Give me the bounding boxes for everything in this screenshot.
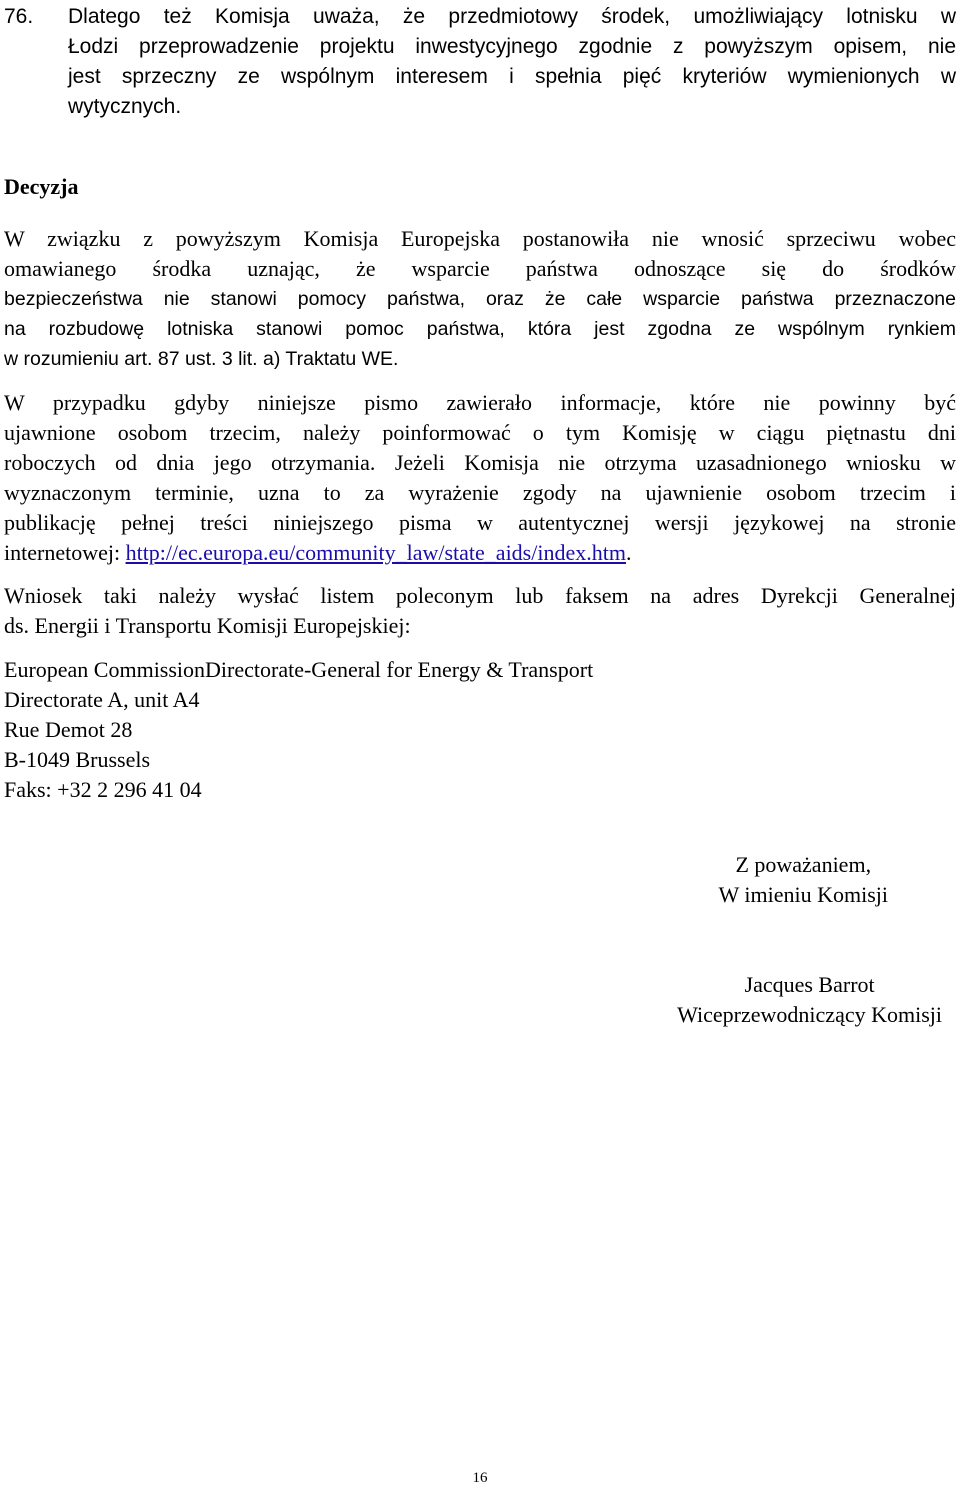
decision-p1-line-4: na rozbudowę lotniska stanowi pomoc państwa, która jest zgodna ze wspólnym rynkiem <box>4 318 956 340</box>
website-suffix: . <box>625 540 632 565</box>
closing-on-behalf: W imieniu Komisji <box>718 882 888 907</box>
decision-p1-line-1: W związku z powyższym Komisja Europejska postanowiła nie wnosić sprzeciwu wobec <box>4 226 956 251</box>
decision-p2-line-1: W przypadku gdyby niniejsze pismo zawierało informacje, które nie powinny być <box>4 390 956 415</box>
address-line-fax: Faks: +32 2 296 41 04 <box>4 777 202 802</box>
signatory-name: Jacques Barrot <box>744 972 875 997</box>
address-block <box>4 655 593 805</box>
decision-p2-line-4: wyznaczonym terminie, uzna to za wyrażenie zgody na ujawnienie osobom trzecim i <box>4 480 956 505</box>
address-line-city: B-1049 Brussels <box>4 747 151 772</box>
decision-p1-line-2: omawianego środka uznając, że wsparcie państwa odnoszące się do środków <box>4 256 956 281</box>
decision-p2-line-3: roboczych od dnia jego otrzymania. Jeżeli Komisja nie otrzyma uzasadnionego wniosku w <box>4 450 956 475</box>
page-number: 16 <box>472 1470 488 1486</box>
decision-p2-line-6 <box>4 538 956 568</box>
address-line-directorate: Directorate A, unit A4 <box>4 687 200 712</box>
decision-p1-line-5: w rozumieniu art. 87 ust. 3 lit. a) Traktatu WE. <box>4 348 399 370</box>
signatory-title: Wiceprzewodniczący Komisji <box>677 1002 942 1027</box>
paragraph-76 <box>4 2 956 122</box>
decision-p2-line-5: publikację pełnej treści niniejszego pisma w autentycznej wersji językowej na stronie <box>4 510 956 535</box>
decision-p3-line-2: ds. Energii i Transportu Komisji Europejskiej: <box>4 613 411 638</box>
decision-paragraph-3 <box>4 581 956 641</box>
paragraph-76-line-4: wytycznych. <box>68 95 182 118</box>
closing-block <box>719 850 888 910</box>
paragraph-number: 76. <box>4 5 34 28</box>
paragraph-76-line-1: Dlatego też Komisja uważa, że przedmiotowy środek, umożliwiający lotnisku w <box>68 5 956 28</box>
state-aid-website-link[interactable]: http://ec.europa.eu/community_law/state_aids/index.htm <box>125 540 626 565</box>
address-line-street: Rue Demot 28 <box>4 717 133 742</box>
decision-paragraph-1 <box>4 224 956 374</box>
paragraph-76-line-2: Łodzi przeprowadzenie projektu inwestycyjnego zgodnie z powyższym opisem, nie <box>68 35 956 58</box>
paragraph-76-line-3: jest sprzeczny ze wspólnym interesem i spełnia pięć kryteriów wymienionych w <box>68 65 956 88</box>
signature-block <box>677 970 942 1030</box>
decision-p3-line-1: Wniosek taki należy wysłać listem poleconym lub faksem na adres Dyrekcji Generalnej <box>4 583 956 608</box>
decision-heading: Decyzja <box>4 174 79 199</box>
decision-p1-line-3: bezpieczeństwa nie stanowi pomocy państwa, oraz że całe wsparcie państwa przeznaczone <box>4 288 956 310</box>
decision-p2-line-2: ujawnione osobom trzecim, należy poinformować o tym Komisję w ciągu piętnastu dni <box>4 420 956 445</box>
address-line-organisation: European CommissionDirectorate-General for Energy & Transport <box>4 657 594 682</box>
website-prefix: internetowej: <box>4 540 126 565</box>
closing-regards: Z poważaniem, <box>735 852 872 877</box>
decision-paragraph-2 <box>4 388 956 568</box>
